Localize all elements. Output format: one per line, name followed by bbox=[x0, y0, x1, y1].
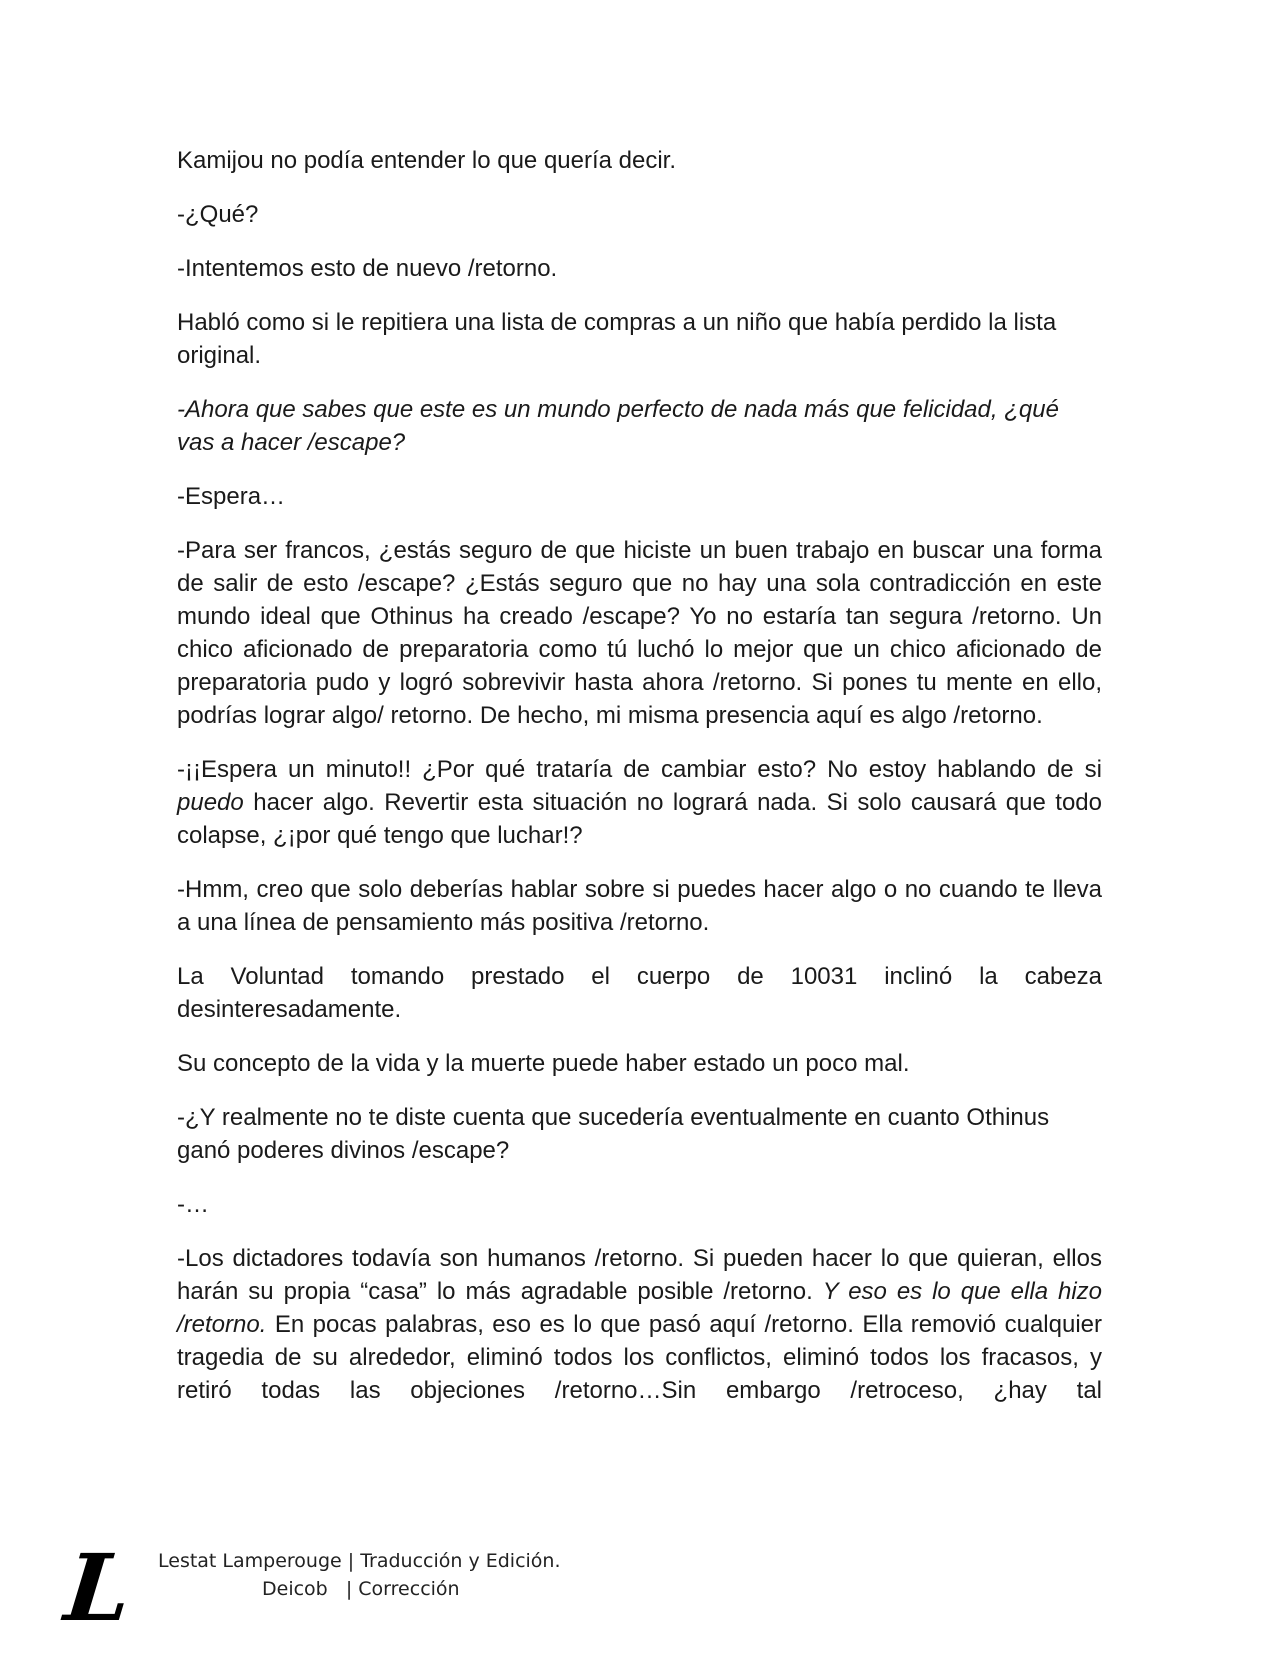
text-run: -¿Y realmente no te diste cuenta que sucedería eventualmente en cuanto Othinus ganó poderes divinos /escape? bbox=[177, 1104, 1050, 1164]
page-footer bbox=[0, 1530, 1280, 1640]
text-run: -Para ser francos, ¿estás seguro de que hiciste un buen trabajo en buscar una forma de salir de esto /escape? ¿Estás seguro que no hay una sola contradicción en este mundo ideal que Othinus ha creado /escape? Yo no estaría tan segura /retorno. Un chico aficionado de preparatoria como tú luchó lo mejor que un chico aficionado de preparatoria pudo y logró sobrevivir hasta ahora /retorno. Si pones tu mente en ello, podrías lograr algo/ retorno. De hecho, mi misma presencia aquí es algo /retorno. bbox=[177, 537, 1102, 729]
paragraph bbox=[177, 873, 1102, 939]
credit-translation: Lestat Lamperouge | Traducción y Edición. bbox=[158, 1550, 561, 1572]
text-run: hacer algo. Revertir esta situación no logrará nada. Si solo causará que todo colapse, ¿¡por qué tengo que luchar!? bbox=[177, 789, 1102, 849]
paragraph bbox=[177, 144, 1102, 177]
body-text bbox=[177, 144, 1102, 1428]
paragraph bbox=[177, 960, 1102, 1026]
text-run: -¡¡Espera un minuto!! ¿Por qué trataría de cambiar esto? No estoy hablando de si bbox=[177, 756, 1102, 783]
paragraph bbox=[177, 1047, 1102, 1080]
text-run: -Intentemos esto de nuevo /retorno. bbox=[177, 255, 558, 282]
italic-text: -Ahora que sabes que este es un mundo perfecto de nada más que felicidad, ¿qué vas a hacer /escape? bbox=[177, 396, 1059, 456]
text-run: -Los dictadores todavía son humanos /retorno. Si pueden hacer lo que quieran, ellos harán su propia “casa” lo más agradable posible /retorno. bbox=[177, 1245, 1102, 1305]
text-run: -… bbox=[177, 1191, 209, 1218]
text-run: La Voluntad tomando prestado el cuerpo de 10031 inclinó la cabeza desinteresadamente. bbox=[177, 963, 1102, 1023]
italic-text: puedo bbox=[177, 789, 244, 816]
text-run: -Hmm, creo que solo deberías hablar sobre si puedes hacer algo o no cuando te lleva a una línea de pensamiento más positiva /retorno. bbox=[177, 876, 1102, 936]
paragraph bbox=[177, 393, 1102, 459]
text-run: -Espera… bbox=[177, 483, 286, 510]
paragraph bbox=[177, 1188, 1102, 1221]
text-run: -¿Qué? bbox=[177, 201, 259, 228]
paragraph bbox=[177, 480, 1102, 513]
gothic-l-logo-icon: L bbox=[60, 1534, 137, 1642]
paragraph bbox=[177, 534, 1102, 732]
paragraph bbox=[177, 1242, 1102, 1407]
credit-correction: Deicob | Corrección bbox=[262, 1578, 460, 1600]
italic-text: Y eso es lo que ella hizo /retorno. bbox=[177, 1278, 1103, 1338]
text-run: Habló como si le repitiera una lista de compras a un niño que había perdido la lista original. bbox=[177, 309, 1057, 369]
text-run: Kamijou no podía entender lo que quería decir. bbox=[177, 147, 677, 174]
paragraph bbox=[177, 198, 1102, 231]
paragraph bbox=[177, 306, 1102, 372]
text-run: En pocas palabras, eso es lo que pasó aquí /retorno. Ella removió cualquier tragedia de su alrededor, eliminó todos los conflictos, eliminó todos los fracasos, y retiró todas las objeciones /retorno…Sin embargo /retroceso, ¿hay tal bbox=[177, 1311, 1102, 1404]
text-run: Su concepto de la vida y la muerte puede haber estado un poco mal. bbox=[177, 1050, 910, 1077]
paragraph bbox=[177, 1101, 1102, 1167]
paragraph bbox=[177, 753, 1102, 852]
paragraph bbox=[177, 252, 1102, 285]
